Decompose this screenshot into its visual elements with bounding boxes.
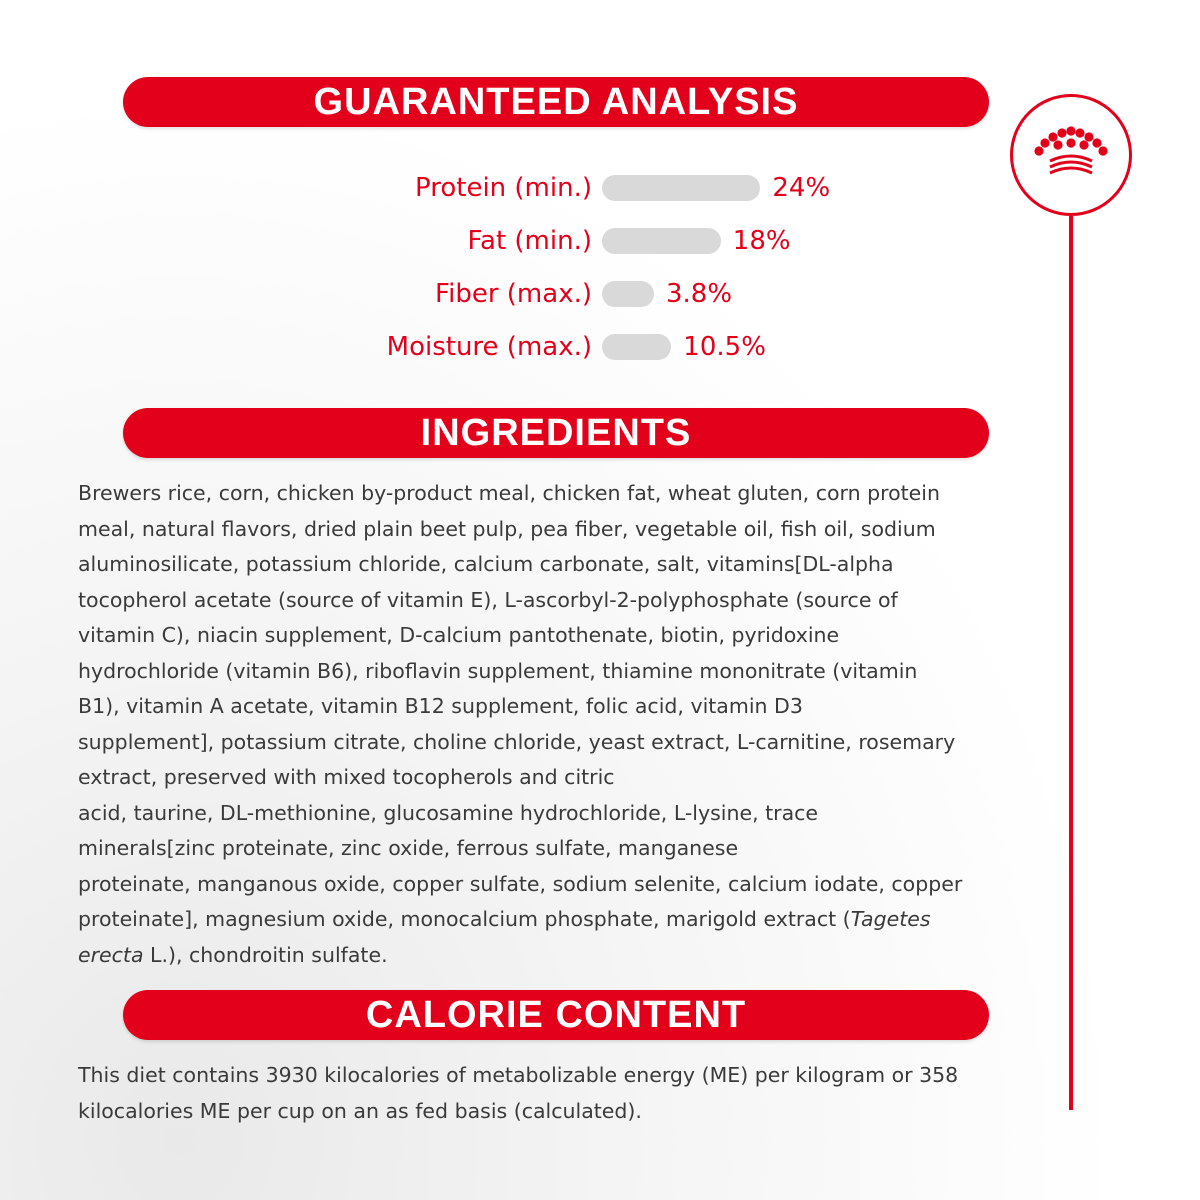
calorie-content-title: CALORIE CONTENT bbox=[365, 993, 747, 1036]
analysis-row-fat bbox=[0, 221, 1200, 261]
ingredients-text bbox=[78, 476, 1038, 973]
timeline-line bbox=[1069, 216, 1073, 1110]
ingredients-line: supplement], potassium citrate, choline chloride, yeast extract, L-carnitine, rosemary bbox=[78, 729, 956, 754]
ingredients-line: aluminosilicate, potassium chloride, calcium carbonate, salt, vitamins[DL-alpha bbox=[78, 552, 894, 576]
nutrient-value: 3.8% bbox=[666, 279, 733, 309]
ingredients-line: vitamin C), niacin supplement, D-calcium pantothenate, biotin, pyridoxine bbox=[78, 623, 840, 647]
ingredients-line: meal, natural flavors, dried plain beet pulp, pea fiber, vegetable oil, fish oil, sodium bbox=[78, 516, 936, 541]
nutrient-label: Fat (min.) bbox=[467, 226, 592, 256]
analysis-row-fiber bbox=[0, 274, 1200, 314]
ingredients-line: acid, taurine, DL-methionine, glucosamine hydrochloride, L-lysine, trace bbox=[78, 800, 819, 825]
guaranteed-analysis-header bbox=[123, 77, 989, 127]
ingredients-text-segment: L.), chondroitin sulfate. bbox=[143, 942, 388, 967]
calorie-line: kilocalories ME per cup on an as fed basis (calculated). bbox=[78, 1098, 642, 1123]
ingredients-line: hydrochloride (vitamin B6), riboflavin supplement, thiamine mononitrate (vitamin bbox=[78, 658, 918, 683]
ingredients-line bbox=[78, 902, 1038, 938]
ingredients-line: proteinate, manganous oxide, copper sulfate, sodium selenite, calcium iodate, copper bbox=[78, 871, 963, 896]
ingredients-text-segment: proteinate], magnesium oxide, monocalcium phosphate, marigold extract ( bbox=[78, 907, 851, 931]
nutrient-bar bbox=[602, 334, 671, 360]
ingredients-line: minerals[zinc proteinate, zinc oxide, ferrous sulfate, manganese bbox=[78, 836, 739, 860]
crown-icon bbox=[1033, 125, 1109, 181]
analysis-row-moisture bbox=[0, 327, 1200, 367]
ingredients-line: Brewers rice, corn, chicken by-product meal, chicken fat, wheat gluten, corn protein bbox=[78, 481, 940, 505]
ingredients-line: extract, preserved with mixed tocopherols and citric bbox=[78, 765, 615, 789]
calorie-line: This diet contains 3930 kilocalories of metabolizable energy (ME) per kilogram or 358 bbox=[78, 1063, 959, 1087]
ingredients-title: INGREDIENTS bbox=[420, 411, 692, 454]
ingredients-line: tocopherol acetate (source of vitamin E), L-ascorbyl-2-polyphosphate (source of bbox=[78, 587, 898, 612]
nutrient-bar bbox=[602, 228, 721, 254]
nutrient-label: Fiber (max.) bbox=[435, 279, 592, 309]
nutrient-value: 24% bbox=[772, 173, 831, 203]
scientific-name-species: erecta bbox=[78, 942, 144, 967]
scientific-name-genus: Tagetes bbox=[850, 907, 931, 931]
nutrient-bar bbox=[602, 281, 654, 307]
nutrient-label: Protein (min.) bbox=[415, 173, 592, 203]
ingredients-line bbox=[78, 938, 1038, 974]
ingredients-header bbox=[123, 408, 989, 458]
nutrient-label: Moisture (max.) bbox=[386, 332, 592, 362]
calorie-content-text bbox=[78, 1058, 1038, 1129]
ingredients-line: B1), vitamin A acetate, vitamin B12 supplement, folic acid, vitamin D3 bbox=[78, 694, 803, 718]
nutrient-bar bbox=[602, 175, 760, 201]
guaranteed-analysis-title: GUARANTEED ANALYSIS bbox=[313, 80, 799, 123]
brand-logo-badge bbox=[1010, 94, 1132, 216]
nutrient-value: 10.5% bbox=[683, 332, 766, 362]
nutrient-value: 18% bbox=[732, 226, 791, 256]
calorie-content-header bbox=[123, 990, 989, 1040]
